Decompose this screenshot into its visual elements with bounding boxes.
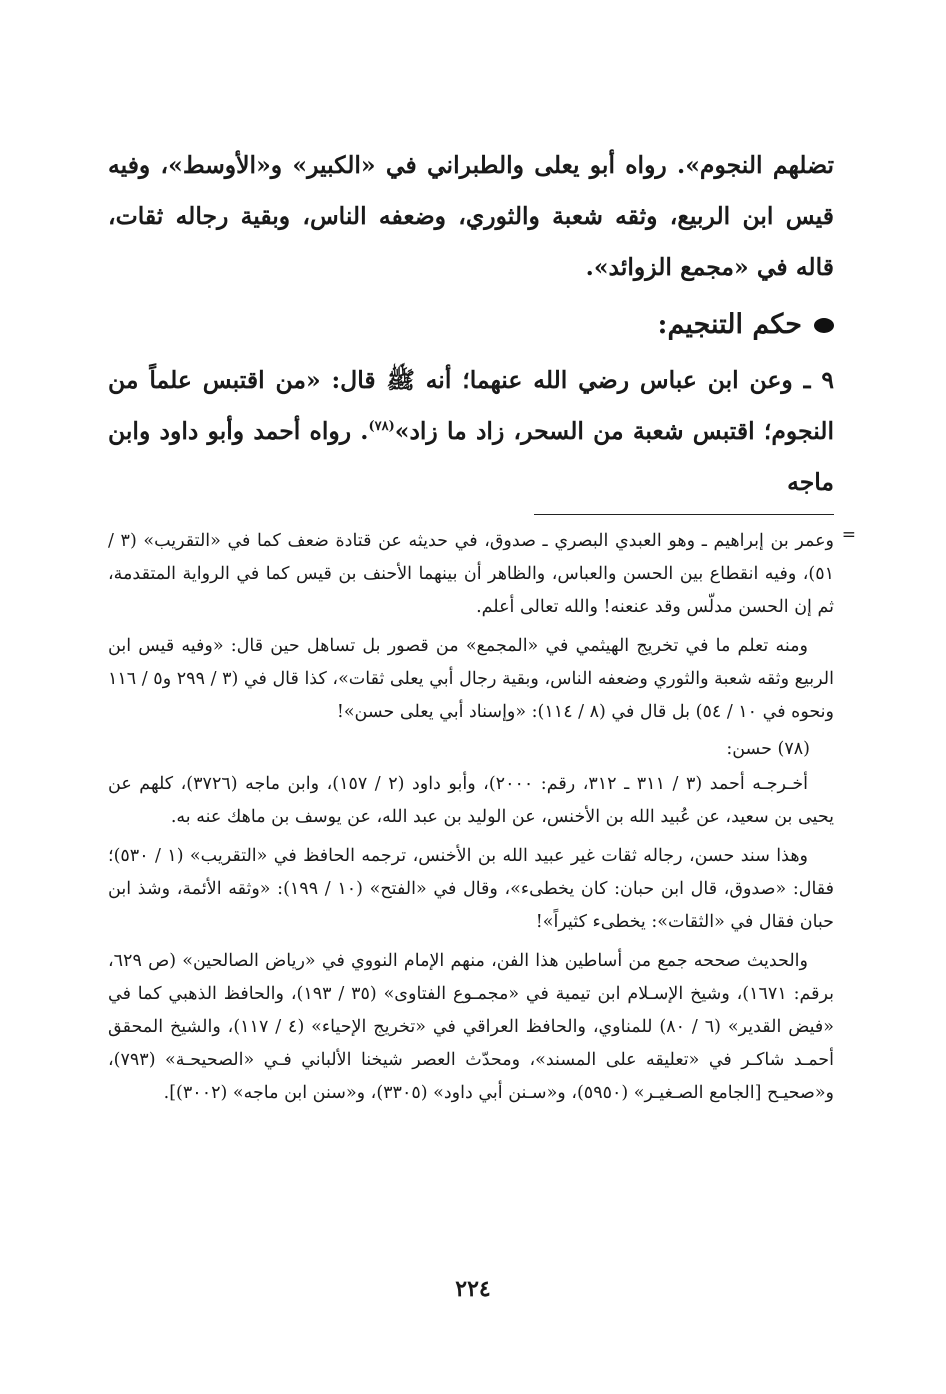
continuation-mark: =: [841, 525, 856, 545]
footnote-paragraph-1: وعمر بن إبراهيم ـ وهو العبدي البصري ـ صدوق، في حديثه عن قتادة ضعف كما في «التقريب» (٣ / ٥١)، وفيه انقطاع بين الحسن والعباس، والظاهر أن بينهما الأحنف بن قيس كما في الرواية المتقدمة، ثم إن الحسن مدلّس وقد عنعنه! والله تعالى أعلم.: [108, 531, 834, 617]
section-heading: [108, 299, 834, 351]
footnote-paragraph-4: وهذا سند حسن، رجاله ثقات غير عبيد الله بن الأخنس، ترجمه الحافظ في «التقريب» (١ / ٥٣٠)؛ فقال: «صدوق، قال ابن حبان: كان يخطىء»، وقال في «الفتح» (١٠ / ١٩٩): «وثقه الأئمة، وشذ ابن حبان فقال في «الثقات»: يخطىء كثيراً»!: [108, 846, 834, 932]
hadith-tail: . رواه أحمد وأبو داود وابن ماجه: [108, 417, 834, 496]
footnote-paragraph-5: والحديث صححه جمع من أساطين هذا الفن، منهم الإمام النووي في «رياض الصالحين» (ص ٦٢٩، برقم: ١٦٧١)، وشيخ الإسـلام ابن تيمية في «مجمـوع الفتاوى» (٣٥ / ١٩٣)، والحافظ الذهبي كما في «فيض القدير» (٦ / ٨٠) للمناوي، والحافظ العراقي في «تخريج الإحياء» (٤ / ١١٧)، والشيخ المحقق أحمـد شاكـر في «تعليقه على المسند»، ومحدّث العصر شيخنا الألباني فـي «الصحيحـة» (٧٩٣)، و«صحيـح [الجامع الصـغيـر» (٥٩٥٠)، و«سـنن أبي داود» (٣٣٠٥)، و«سنن ابن ماجه» (٣٠٠٢)].: [108, 951, 835, 1103]
page-content: [108, 140, 856, 1110]
hadith-text: وعن ابن عباس رضي الله عنهما؛ أنه ﷺ قال: «من اقتبس علماً من النجوم؛ اقتبس شعبة من السحر، زاد ما زاد»: [108, 366, 834, 445]
bullet-icon: [814, 318, 834, 333]
footnote-divider: [534, 514, 834, 515]
page-number: ٢٢٤: [455, 1276, 491, 1302]
intro-paragraph: تضلهم النجوم». رواه أبو يعلى والطبراني في «الكبير» و«الأوسط»، وفيه قيس ابن الربيع، وثقه شعبة والثوري، وضعفه الناس، وبقية رجاله ثقات، قاله في «مجمع الزوائد».: [108, 151, 834, 281]
footnote-continuation: [108, 525, 856, 624]
footnote-paragraph-3: أخـرجـه أحمد (٣ / ٣١١ ـ ٣١٢، رقم: ٢٠٠٠)، وأبو داود (٢ / ١٥٧)، وابن ماجه (٣٧٢٦)، كلهم عن يحيى بن سعيد، عن عُبيد الله بن الأخنس، عن الوليد بن عبد الله، عن يوسف بن ماهك عنه به.: [108, 774, 834, 827]
footnote-ref-78[interactable]: (٧٨): [368, 419, 395, 435]
hadith-number: ٩ ـ: [803, 366, 834, 394]
hadith-paragraph: [108, 355, 834, 508]
footnote-78-label: (٧٨) حسن:: [726, 739, 810, 759]
footnote-paragraph-2: ومنه تعلم ما في تخريج الهيثمي في «المجمع» من قصور بل تساهل حين قال: «وفيه قيس ابن الربيع وثقه شعبة والثوري وضعفه الناس، وبقية رجال أبي يعلى ثقات»، كذا قال في (٣ / ٢٩٩ و٥ / ١١٦ ونحوه في ١٠ / ٥٤) بل قال في (٨ / ١١٤): «وإسناد أبي يعلى حسن»!: [108, 636, 834, 722]
section-heading-text: حكم التنجيم:: [657, 309, 802, 340]
